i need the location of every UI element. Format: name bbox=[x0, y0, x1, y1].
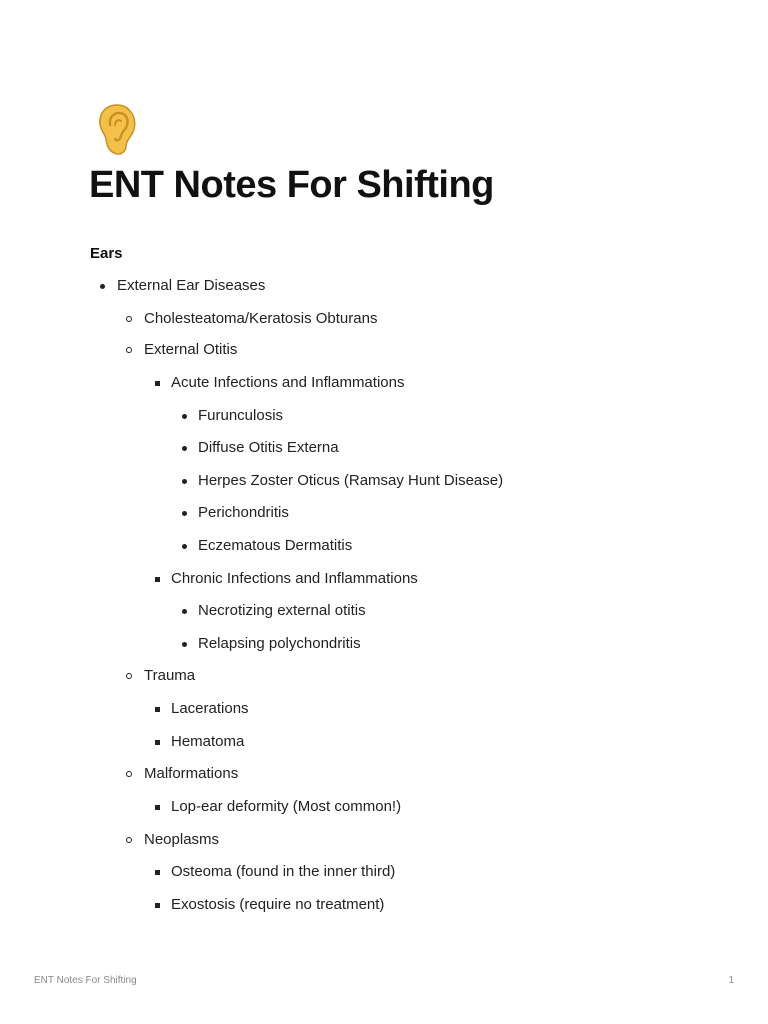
bullet-square-icon bbox=[155, 903, 160, 908]
list-item bbox=[171, 733, 244, 751]
bullet-disc-icon bbox=[100, 284, 105, 289]
list-item-text: External Otitis bbox=[144, 341, 238, 358]
bullet-disc-icon bbox=[182, 642, 187, 647]
list-item-text: External Ear Diseases bbox=[117, 277, 266, 294]
list-item bbox=[198, 407, 283, 425]
list-item-text: Relapsing polychondritis bbox=[198, 635, 361, 652]
bullet-circle-icon bbox=[126, 316, 132, 322]
bullet-circle-icon bbox=[126, 673, 132, 679]
list-item bbox=[198, 472, 503, 490]
list-item bbox=[198, 439, 339, 457]
bullet-square-icon bbox=[155, 805, 160, 810]
list-item-text: Furunculosis bbox=[198, 407, 284, 424]
list-item bbox=[144, 310, 377, 328]
list-item-text: Exostosis (require no treatment) bbox=[171, 896, 385, 913]
list-item bbox=[144, 667, 195, 685]
list-item-text: Neoplasms bbox=[144, 831, 220, 848]
footer-page-number: 1 bbox=[728, 975, 734, 986]
list-item bbox=[117, 277, 265, 295]
list-item-text: Eczematous Dermatitis bbox=[198, 537, 353, 554]
page-title: ENT Notes For Shifting bbox=[89, 164, 494, 206]
list-item-text: Diffuse Otitis Externa bbox=[198, 439, 339, 456]
bullet-square-icon bbox=[155, 740, 160, 745]
list-item-text: Lacerations bbox=[171, 700, 249, 717]
bullet-square-icon bbox=[155, 381, 160, 386]
list-item bbox=[144, 341, 237, 359]
bullet-disc-icon bbox=[182, 609, 187, 614]
list-item-text: Herpes Zoster Oticus (Ramsay Hunt Disease) bbox=[198, 472, 504, 489]
list-item-text: Lop-ear deformity (Most common!) bbox=[171, 798, 402, 815]
list-item-text: Necrotizing external otitis bbox=[198, 602, 366, 619]
list-item bbox=[171, 700, 249, 718]
list-item-text: Cholesteatoma/Keratosis Obturans bbox=[144, 310, 378, 327]
footer-document-title: ENT Notes For Shifting bbox=[34, 975, 137, 986]
list-item bbox=[171, 896, 384, 914]
list-item bbox=[171, 798, 401, 816]
list-item-text: Chronic Infections and Inflammations bbox=[171, 570, 418, 587]
section-heading: Ears bbox=[90, 245, 123, 262]
bullet-circle-icon bbox=[126, 347, 132, 353]
bullet-circle-icon bbox=[126, 771, 132, 777]
bullet-square-icon bbox=[155, 707, 160, 712]
bullet-square-icon bbox=[155, 870, 160, 875]
bullet-square-icon bbox=[155, 577, 160, 582]
list-item bbox=[198, 504, 289, 522]
list-item bbox=[144, 765, 238, 783]
bullet-disc-icon bbox=[182, 414, 187, 419]
list-item-text: Perichondritis bbox=[198, 504, 289, 521]
list-item bbox=[198, 602, 366, 620]
list-item bbox=[198, 635, 361, 653]
ear-icon bbox=[96, 103, 138, 155]
list-item bbox=[171, 374, 404, 392]
list-item bbox=[171, 570, 418, 588]
list-item-text: Osteoma (found in the inner third) bbox=[171, 863, 396, 880]
list-item bbox=[171, 863, 395, 881]
bullet-circle-icon bbox=[126, 837, 132, 843]
list-item bbox=[144, 831, 219, 849]
list-item-text: Trauma bbox=[144, 667, 196, 684]
bullet-disc-icon bbox=[182, 511, 187, 516]
bullet-disc-icon bbox=[182, 479, 187, 484]
list-item-text: Malformations bbox=[144, 765, 239, 782]
list-item bbox=[198, 537, 352, 555]
bullet-disc-icon bbox=[182, 544, 187, 549]
list-item-text: Acute Infections and Inflammations bbox=[171, 374, 405, 391]
bullet-disc-icon bbox=[182, 446, 187, 451]
list-item-text: Hematoma bbox=[171, 733, 245, 750]
